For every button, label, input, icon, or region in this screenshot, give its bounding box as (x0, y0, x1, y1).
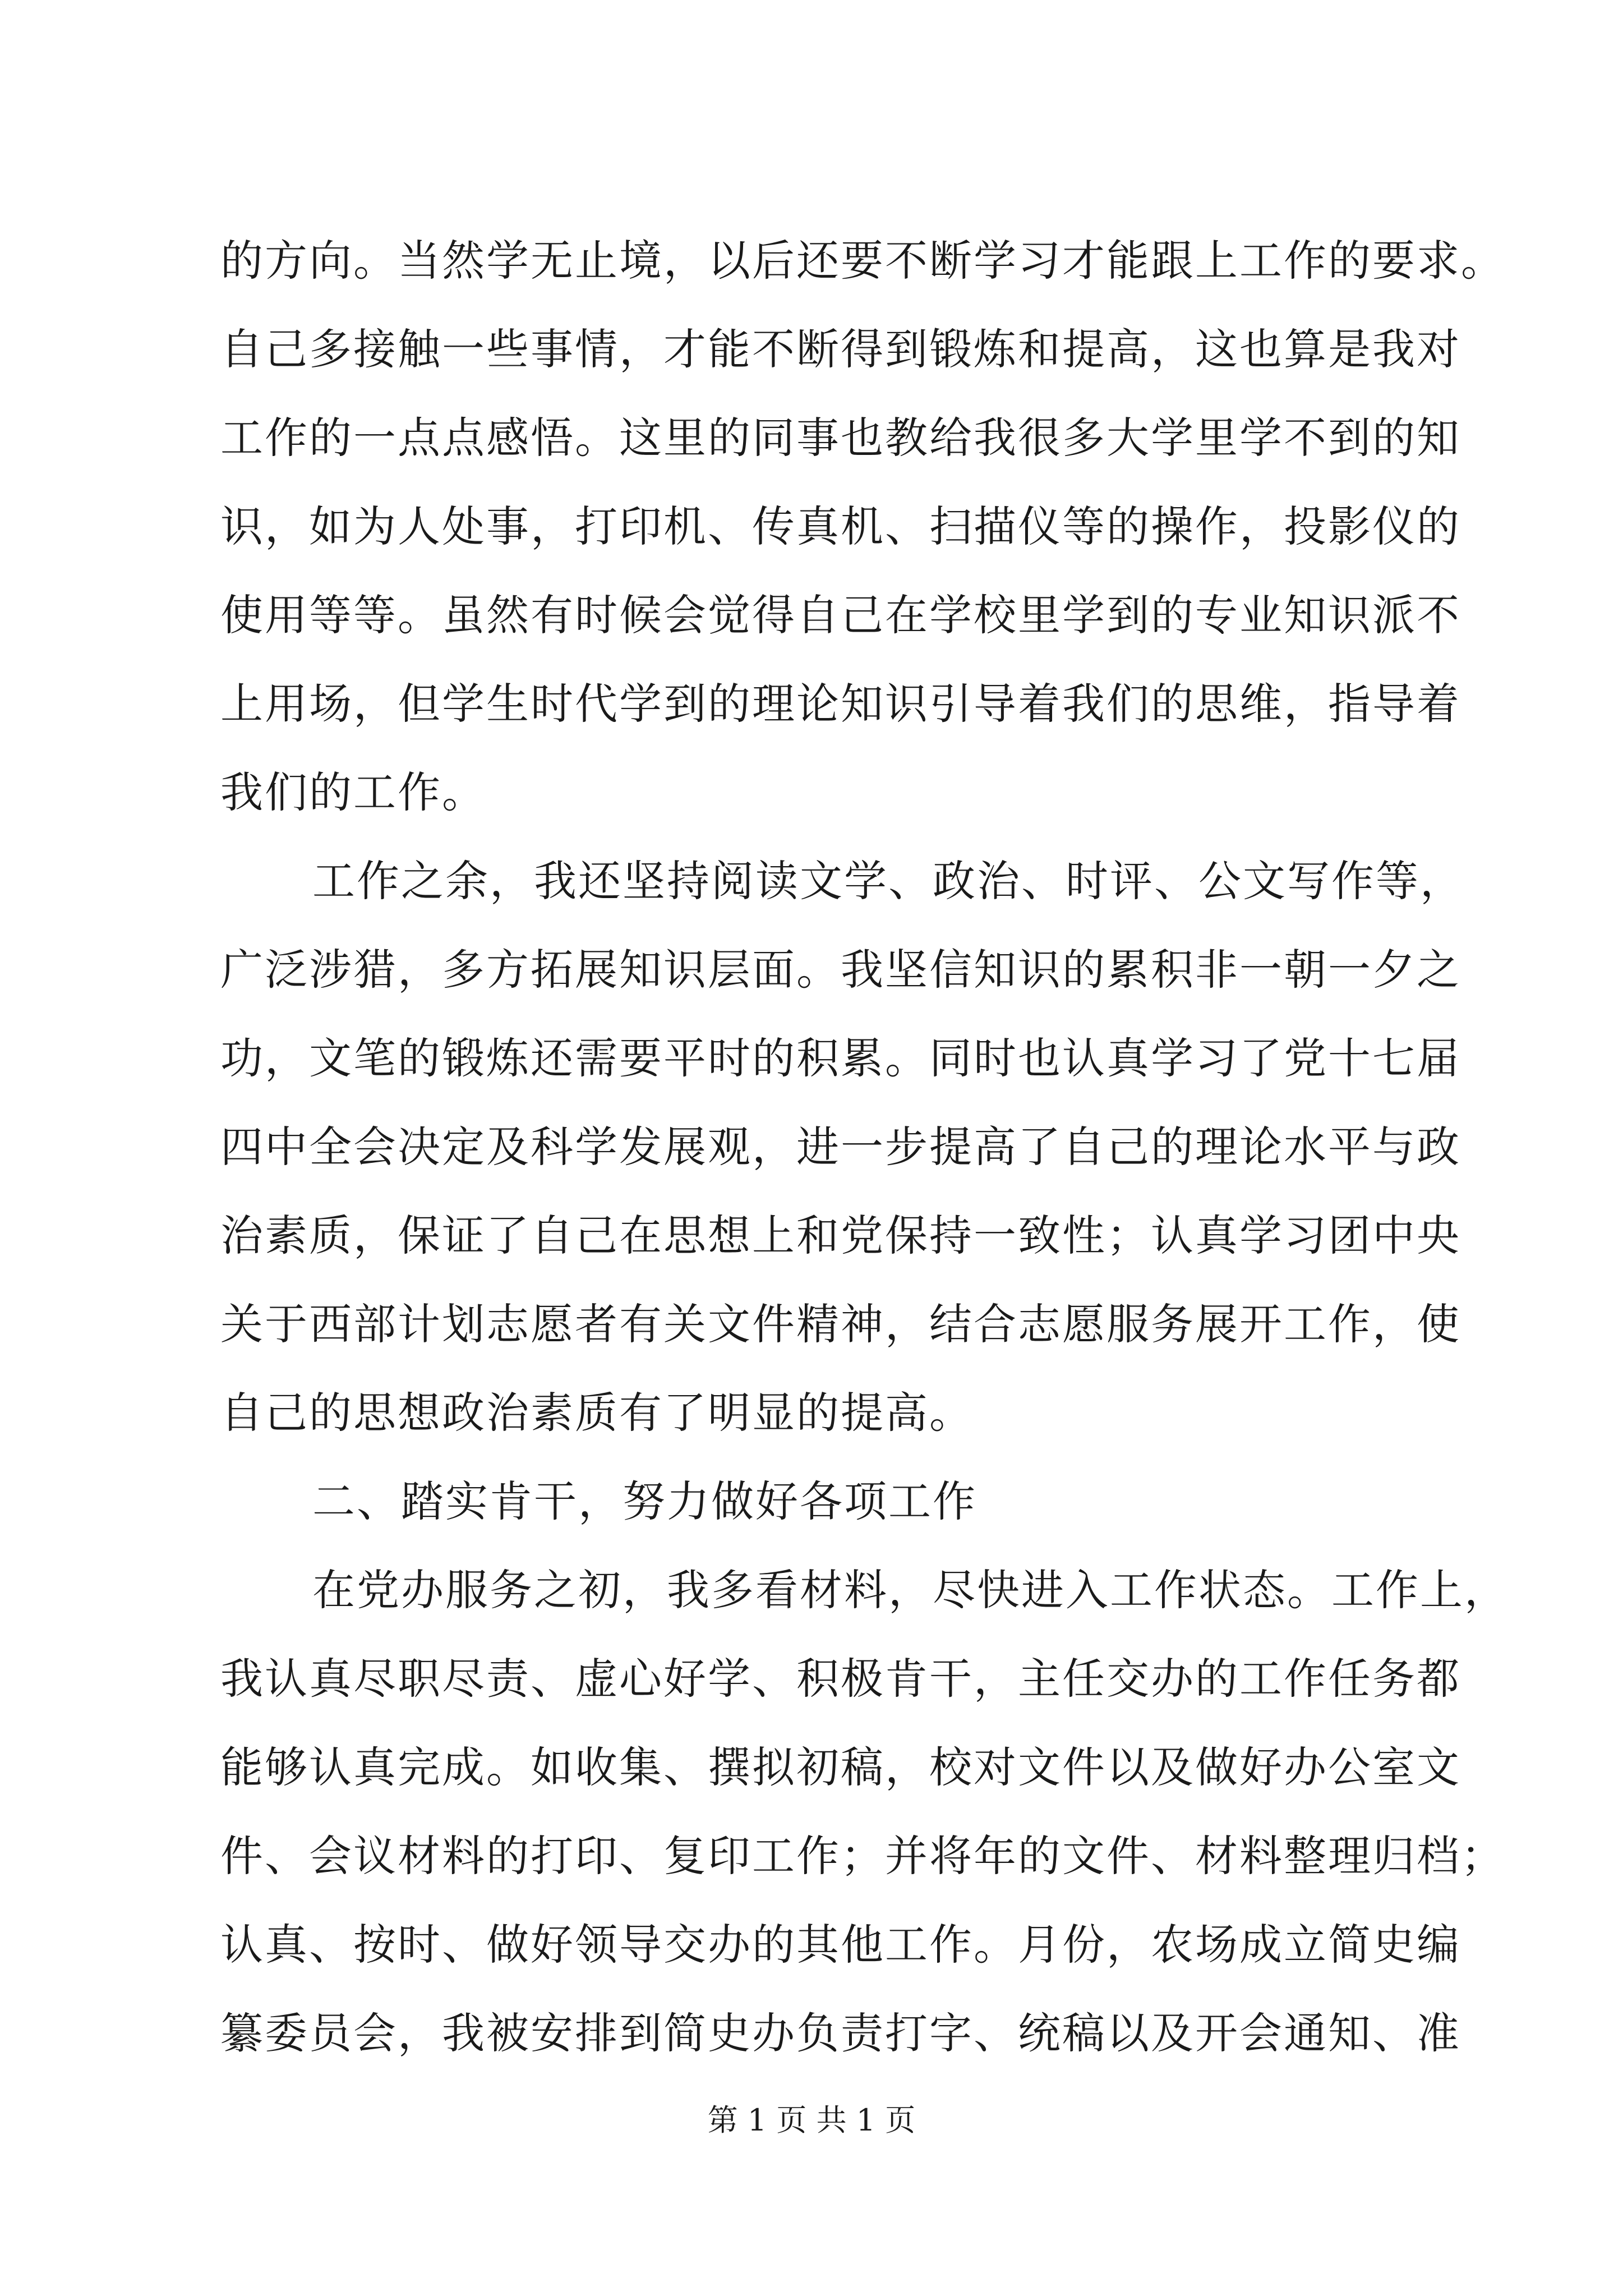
text-line: 认真、按时、做好领导交办的其他工作。月份，农场成立简史编 (220, 1920, 1461, 1970)
text-line: 能够认真完成。如收集、撰拟初稿，校对文件以及做好办公室文 (220, 1742, 1461, 1792)
text-line: 广泛涉猎，多方拓展知识层面。我坚信知识的累积非一朝一夕之 (220, 945, 1461, 995)
text-line: 工作之余，我还坚持阅读文学、政治、时评、公文写作等， (312, 856, 1464, 906)
text-line: 使用等等。虽然有时候会觉得自己在学校里学到的专业知识派不 (220, 590, 1461, 640)
text-line: 自己多接触一些事情，才能不断得到锻炼和提高，这也算是我对 (220, 324, 1461, 374)
text-line: 工作的一点点感悟。这里的同事也教给我很多大学里学不到的知 (220, 413, 1461, 463)
text-line: 上用场，但学生时代学到的理论知识引导着我们的思维，指导着 (220, 679, 1461, 729)
text-line: 我们的工作。 (220, 767, 486, 817)
page-number-label: 第 1 页 共 1 页 (707, 2102, 916, 2138)
text-line: 治素质，保证了自己在思想上和党保持一致性；认真学习团中央 (220, 1211, 1461, 1260)
text-line: 在党办服务之初，我多看材料，尽快进入工作状态。工作上， (312, 1565, 1509, 1615)
text-line: 识，如为人处事，打印机、传真机、扫描仪等的操作，投影仪的 (220, 501, 1461, 551)
page-footer (0, 2098, 1623, 2143)
text-line: 我认真尽职尽责、虚心好学、积极肯干，主任交办的工作任务都 (220, 1654, 1461, 1704)
section-heading: 二、踏实肯干，努力做好各项工作 (312, 1476, 977, 1526)
text-line: 纂委员会，我被安排到简史办负责打字、统稿以及开会通知、准 (220, 2008, 1461, 2058)
text-line: 自己的思想政治素质有了明显的提高。 (220, 1388, 974, 1438)
text-line: 的方向。当然学无止境，以后还要不断学习才能跟上工作的要求。 (220, 236, 1505, 286)
text-line: 功，文笔的锻炼还需要平时的积累。同时也认真学习了党十七届 (220, 1033, 1461, 1083)
body-text (220, 217, 1509, 2078)
text-line: 件、会议材料的打印、复印工作；并将年的文件、材料整理归档； (220, 1831, 1505, 1881)
text-line: 四中全会决定及科学发展观，进一步提高了自己的理论水平与政 (220, 1122, 1461, 1172)
text-line: 关于西部计划志愿者有关文件精神，结合志愿服务展开工作，使 (220, 1299, 1461, 1349)
